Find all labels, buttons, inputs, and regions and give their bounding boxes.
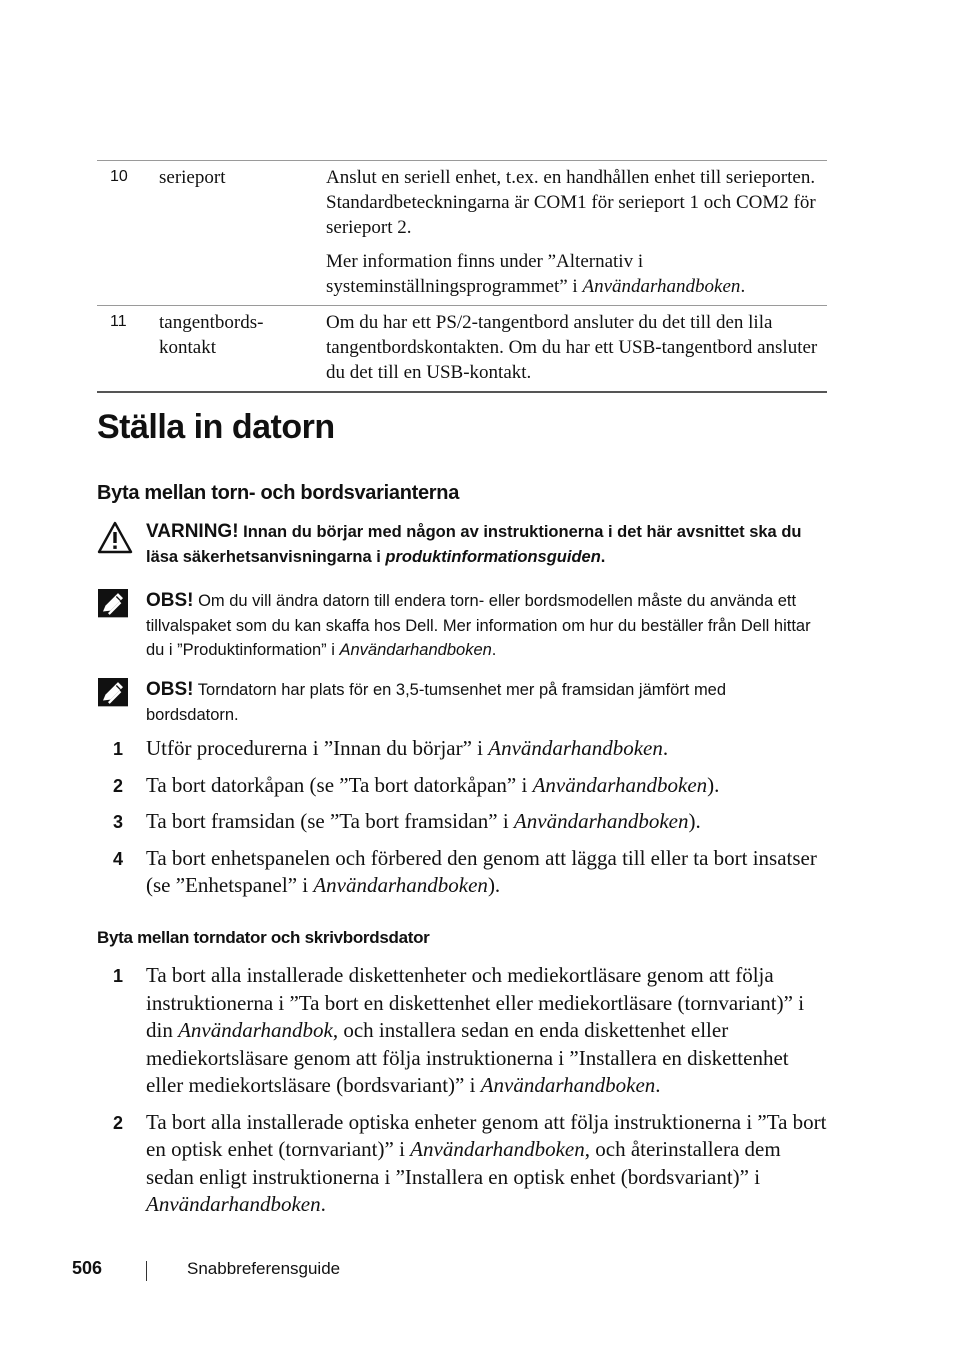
list-item bbox=[97, 808, 827, 836]
warning-label: VARNING! bbox=[146, 521, 239, 542]
text-run: Utför procedurerna i ”Innan du börjar” i bbox=[146, 736, 489, 760]
text-run: . bbox=[320, 1192, 326, 1216]
row-description bbox=[326, 161, 827, 306]
row-description bbox=[326, 306, 827, 393]
row-name: serieport bbox=[159, 167, 226, 188]
text-run: Innan du börjar med någon av instruktionerna i det här avsnittet ska du läsa säkerhetsanvisningarna i bbox=[146, 523, 802, 566]
italic-reference: Användarhandboken bbox=[146, 1192, 321, 1216]
table-row bbox=[97, 306, 827, 393]
step-number: 4 bbox=[113, 848, 124, 869]
step-number: 1 bbox=[113, 966, 124, 986]
section-heading: Byta mellan torn- och bordsvarianterna bbox=[97, 482, 460, 504]
row-number: 10 bbox=[110, 168, 128, 185]
row-number: 11 bbox=[110, 313, 127, 330]
step-number: 2 bbox=[113, 1112, 124, 1133]
italic-reference: Användarhandboken bbox=[532, 772, 708, 797]
text-run: Ta bort framsidan (se ”Ta bort framsidan” i bbox=[146, 809, 514, 833]
note-label: OBS! bbox=[146, 590, 194, 611]
list-item bbox=[97, 962, 827, 1100]
italic-reference: Användarhandbok bbox=[178, 1018, 333, 1042]
page-number: 506 bbox=[72, 1258, 103, 1278]
list-item bbox=[97, 735, 827, 763]
text-run: ). bbox=[688, 809, 701, 833]
connector-table bbox=[97, 160, 827, 393]
note-box bbox=[97, 589, 817, 663]
table-row bbox=[97, 161, 827, 306]
row-name bbox=[159, 306, 326, 393]
text-run: . bbox=[740, 276, 746, 297]
italic-reference: Användarhandboken bbox=[313, 873, 488, 897]
text-run: . bbox=[600, 547, 606, 566]
warning-text bbox=[146, 520, 817, 569]
footer-divider bbox=[146, 1261, 147, 1281]
text-run: Om du vill ändra datorn till endera torn- eller bordsmodellen måste du använda ett tillvalspaket som du kan skaffa hos Dell. Mer information om hur du beställer från Dell hittar du i ”Produktinformation” i bbox=[146, 592, 811, 659]
footer-title: Snabbreferensguide bbox=[187, 1259, 341, 1278]
note-label: OBS! bbox=[146, 679, 194, 700]
italic-reference: Användarhandboken bbox=[339, 641, 492, 659]
procedure-steps bbox=[97, 962, 827, 1219]
text-run: Ta bort datorkåpan (se ”Ta bort datorkåpan” i bbox=[146, 772, 533, 797]
row-name-line: tangentbords- bbox=[159, 312, 264, 333]
text-run: Mer information finns under ”Alternativ i systeminställningsprogrammet” i bbox=[326, 251, 644, 297]
pencil-note-icon bbox=[97, 678, 129, 708]
italic-reference: produktinformationsguiden bbox=[385, 547, 601, 566]
italic-reference: Användarhandboken bbox=[410, 1137, 585, 1161]
italic-reference: Användarhandboken bbox=[488, 736, 663, 760]
pencil-note-icon bbox=[97, 589, 129, 619]
note-text bbox=[146, 589, 817, 663]
list-item bbox=[97, 1109, 827, 1219]
procedure-steps bbox=[97, 735, 827, 900]
italic-reference: Användarhandboken bbox=[582, 276, 741, 297]
text-run: . bbox=[662, 736, 669, 760]
page-title: Ställa in datorn bbox=[97, 408, 335, 446]
text-run: Ta bort enhetspanelen och förbered den genom att lägga till eller ta bort insatser (se ”Enhetspanel” i bbox=[146, 845, 817, 897]
list-item bbox=[97, 845, 827, 900]
text-run: . bbox=[491, 641, 497, 659]
warning-triangle-icon bbox=[97, 520, 133, 556]
italic-reference: Användarhandboken bbox=[513, 809, 689, 833]
row-description-paragraph: Anslut en seriell enhet, t.ex. en handhållen enhet till serieporten. Standardbeteckningarna är COM1 för serieport 1 och COM2 för serieport 2. bbox=[326, 167, 816, 238]
note-box bbox=[97, 678, 817, 727]
text-run: . bbox=[655, 1073, 661, 1097]
note-text bbox=[146, 678, 817, 727]
warning-note bbox=[97, 520, 817, 569]
italic-reference: Användarhandboken bbox=[480, 1073, 656, 1097]
step-number: 2 bbox=[113, 775, 124, 796]
row-description-paragraph: Om du har ett PS/2-tangentbord ansluter du det till den lila tangentbordskontakten. Om du har ett USB-tangentbord ansluter du det till en USB-kontakt. bbox=[326, 312, 818, 383]
text-run: ). bbox=[487, 873, 501, 897]
text-run: Ta bort alla installerade diskettenheter och mediekortläsare genom att följa instruktionerna i ”Ta bort en diskettenhet eller mediekortläsare (tornvariant)” i din bbox=[146, 963, 805, 1042]
text-run: , och återinstallera dem sedan enligt instruktionerna i ”Installera en optisk enhet (bordsvariant)” i bbox=[146, 1137, 781, 1189]
subsection-heading: Byta mellan torndator och skrivbordsdator bbox=[97, 928, 430, 947]
text-run: ). bbox=[707, 772, 720, 797]
row-name-line: kontakt bbox=[159, 337, 216, 358]
list-item bbox=[97, 772, 827, 800]
text-run: , och installera sedan en enda diskettenhet eller mediekortsläsare genom att följa instruktionerna i ”Installera en diskettenhet eller mediekortsläsare (bordsvariant)” i bbox=[146, 1018, 789, 1097]
row-description-paragraph bbox=[326, 249, 827, 299]
text-run: Ta bort alla installerade optiska enheter genom att följa instruktionerna i ”Ta bort en optisk enhet (tornvariant)” i bbox=[146, 1109, 827, 1161]
step-number: 3 bbox=[113, 812, 124, 832]
step-number: 1 bbox=[113, 739, 124, 759]
text-run: Torndatorn har plats för en 3,5-tumsenhet mer på framsidan jämfört med bordsdatorn. bbox=[146, 681, 727, 724]
